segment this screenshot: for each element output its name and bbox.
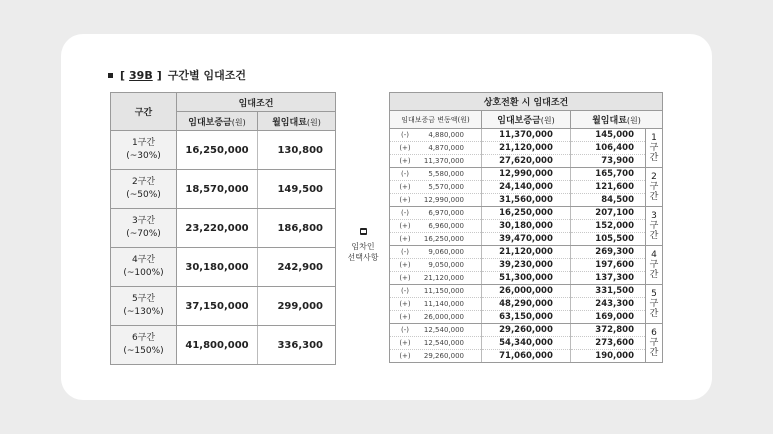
- unit-type-code: 39B: [129, 68, 153, 82]
- table-row: [111, 287, 336, 326]
- rent-cell: 165,700: [571, 168, 646, 181]
- table-row: [390, 181, 663, 194]
- group-label-char: 간: [649, 348, 659, 358]
- change-sign: (+): [399, 352, 411, 360]
- rent-cell: 372,800: [571, 324, 646, 337]
- col-rent-header: 월임대료(원): [571, 111, 663, 129]
- change-sign: (+): [399, 144, 411, 152]
- rent-cell: 152,000: [571, 220, 646, 233]
- bullet-square-icon: [108, 73, 113, 78]
- change-sign: (-): [401, 131, 409, 139]
- deposit-cell: 26,000,000: [482, 285, 571, 298]
- rent-cell: 336,300: [258, 326, 336, 365]
- section-cell: [111, 170, 177, 209]
- rent-cell: 137,300: [571, 272, 646, 285]
- table-row: [390, 233, 663, 246]
- change-amount: 16,250,000: [423, 235, 464, 243]
- deposit-cell: 63,150,000: [482, 311, 571, 324]
- rent-cell: 197,600: [571, 259, 646, 272]
- deposit-cell: 48,290,000: [482, 298, 571, 311]
- change-sign: (-): [401, 326, 409, 334]
- table-row: [390, 168, 663, 181]
- rent-cell: 106,400: [571, 142, 646, 155]
- change-cell: [390, 298, 482, 311]
- rent-cell: 105,500: [571, 233, 646, 246]
- group-label-char: 구: [649, 299, 659, 309]
- heading-bracket-close: ]: [156, 68, 162, 82]
- rent-cell: 145,000: [571, 129, 646, 142]
- change-cell: [390, 129, 482, 142]
- group-label-char: 간: [649, 270, 659, 280]
- deposit-cell: 31,560,000: [482, 194, 571, 207]
- rent-cell: 121,600: [571, 181, 646, 194]
- deposit-cell: 51,300,000: [482, 272, 571, 285]
- change-cell: [390, 194, 482, 207]
- deposit-cell: 16,250,000: [482, 207, 571, 220]
- table-row: [390, 350, 663, 363]
- deposit-cell: 27,620,000: [482, 155, 571, 168]
- group-label-char: 2: [651, 172, 657, 182]
- rent-cell: 269,300: [571, 246, 646, 259]
- section-range: (~130%): [123, 307, 164, 317]
- section-range: (~150%): [123, 346, 164, 356]
- change-amount: 11,140,000: [423, 300, 464, 308]
- change-cell: [390, 207, 482, 220]
- arrow-right-icon: [360, 228, 367, 235]
- section-range: (~70%): [126, 229, 161, 239]
- change-amount: 9,060,000: [428, 248, 464, 256]
- change-cell: [390, 285, 482, 298]
- rent-cell: 186,800: [258, 209, 336, 248]
- change-sign: (+): [399, 196, 411, 204]
- change-cell: [390, 259, 482, 272]
- change-cell: [390, 168, 482, 181]
- table-row: [111, 131, 336, 170]
- change-sign: (-): [401, 209, 409, 217]
- rent-cell: 73,900: [571, 155, 646, 168]
- deposit-cell: 54,340,000: [482, 337, 571, 350]
- change-sign: (-): [401, 248, 409, 256]
- change-cell: [390, 142, 482, 155]
- rent-cell: 190,000: [571, 350, 646, 363]
- change-sign: (+): [399, 339, 411, 347]
- change-cell: [390, 272, 482, 285]
- table-row: [111, 209, 336, 248]
- section-label: 1구간: [131, 138, 156, 148]
- change-sign: (+): [399, 261, 411, 269]
- table-row: [390, 259, 663, 272]
- rent-cell: 299,000: [258, 287, 336, 326]
- change-amount: 12,990,000: [423, 196, 464, 204]
- note-line-2: 선택사항: [347, 253, 379, 262]
- deposit-cell: 39,470,000: [482, 233, 571, 246]
- section-cell: [111, 326, 177, 365]
- deposit-cell: 30,180,000: [482, 220, 571, 233]
- table-row: [390, 142, 663, 155]
- change-amount: 5,580,000: [428, 170, 464, 178]
- group-label-char: 간: [649, 192, 659, 202]
- table-row: [390, 129, 663, 142]
- section-heading: [108, 67, 246, 83]
- table-row: [390, 194, 663, 207]
- change-cell: [390, 155, 482, 168]
- change-cell: [390, 181, 482, 194]
- section-label: 3구간: [131, 216, 156, 226]
- rent-cell: 149,500: [258, 170, 336, 209]
- rent-cell: 169,000: [571, 311, 646, 324]
- table-row: [390, 246, 663, 259]
- conversion-title: 상호전환 시 임대조건: [390, 93, 663, 111]
- deposit-cell: 12,990,000: [482, 168, 571, 181]
- group-label-cell: [646, 168, 663, 207]
- group-label-cell: [646, 324, 663, 363]
- deposit-cell: 23,220,000: [177, 209, 258, 248]
- group-label-char: 구: [649, 143, 659, 153]
- change-amount: 5,570,000: [428, 183, 464, 191]
- change-cell: [390, 324, 482, 337]
- group-label-char: 5: [651, 289, 657, 299]
- change-cell: [390, 337, 482, 350]
- change-amount: 6,970,000: [428, 209, 464, 217]
- change-cell: [390, 311, 482, 324]
- conversion-table: [389, 92, 663, 363]
- rent-cell: 242,900: [258, 248, 336, 287]
- table-row: [390, 324, 663, 337]
- table-row: [390, 298, 663, 311]
- change-cell: [390, 350, 482, 363]
- heading-bracket-open: [: [120, 68, 126, 82]
- rent-cell: 331,500: [571, 285, 646, 298]
- group-label-cell: [646, 207, 663, 246]
- change-sign: (+): [399, 222, 411, 230]
- deposit-cell: 11,370,000: [482, 129, 571, 142]
- change-amount: 6,960,000: [428, 222, 464, 230]
- group-label-char: 구: [649, 338, 659, 348]
- section-range: (~30%): [126, 151, 161, 161]
- note-line-1: 임차인: [351, 242, 375, 251]
- group-label-char: 간: [649, 153, 659, 163]
- col-group-header: 임대조건: [177, 93, 336, 112]
- deposit-cell: 29,260,000: [482, 324, 571, 337]
- col-deposit-header: 임대보증금(원): [177, 112, 258, 131]
- change-amount: 12,540,000: [423, 326, 464, 334]
- change-sign: (+): [399, 157, 411, 165]
- deposit-cell: 71,060,000: [482, 350, 571, 363]
- section-cell: [111, 131, 177, 170]
- change-amount: 4,880,000: [428, 131, 464, 139]
- section-cell: [111, 209, 177, 248]
- section-range: (~100%): [123, 268, 164, 278]
- change-sign: (+): [399, 183, 411, 191]
- table-row: [390, 311, 663, 324]
- change-cell: [390, 246, 482, 259]
- table-row: [390, 207, 663, 220]
- deposit-cell: 37,150,000: [177, 287, 258, 326]
- deposit-cell: 18,570,000: [177, 170, 258, 209]
- deposit-cell: 21,120,000: [482, 142, 571, 155]
- group-label-char: 구: [649, 182, 659, 192]
- deposit-cell: 16,250,000: [177, 131, 258, 170]
- deposit-cell: 24,140,000: [482, 181, 571, 194]
- group-label-cell: [646, 285, 663, 324]
- change-cell: [390, 233, 482, 246]
- change-sign: (+): [399, 235, 411, 243]
- section-label: 2구간: [131, 177, 156, 187]
- change-amount: 29,260,000: [423, 352, 464, 360]
- change-cell: [390, 220, 482, 233]
- section-cell: [111, 287, 177, 326]
- table-row: [390, 272, 663, 285]
- col-rent-header: 월임대료(원): [258, 112, 336, 131]
- change-amount: 12,540,000: [423, 339, 464, 347]
- group-label-char: 1: [651, 133, 657, 143]
- table-row: [390, 220, 663, 233]
- group-label-cell: [646, 129, 663, 168]
- change-sign: (+): [399, 300, 411, 308]
- change-sign: (-): [401, 287, 409, 295]
- deposit-cell: 21,120,000: [482, 246, 571, 259]
- table-row: [390, 155, 663, 168]
- rent-cell: 207,100: [571, 207, 646, 220]
- group-label-char: 간: [649, 309, 659, 319]
- deposit-cell: 41,800,000: [177, 326, 258, 365]
- section-range: (~50%): [126, 190, 161, 200]
- col-section-header: 구간: [111, 93, 177, 131]
- table-row: [390, 337, 663, 350]
- table-row: [111, 326, 336, 365]
- change-sign: (+): [399, 274, 411, 282]
- change-amount: 11,370,000: [423, 157, 464, 165]
- group-label-char: 구: [649, 221, 659, 231]
- change-sign: (+): [399, 313, 411, 321]
- rent-cell: 84,500: [571, 194, 646, 207]
- group-label-char: 간: [649, 231, 659, 241]
- section-rent-table: [110, 92, 336, 365]
- change-amount: 9,050,000: [428, 261, 464, 269]
- group-label-char: 4: [651, 250, 657, 260]
- group-label-cell: [646, 246, 663, 285]
- rent-cell: 130,800: [258, 131, 336, 170]
- change-sign: (-): [401, 170, 409, 178]
- change-amount: 11,150,000: [423, 287, 464, 295]
- table-row: [390, 285, 663, 298]
- col-deposit-header: 임대보증금(원): [482, 111, 571, 129]
- section-cell: [111, 248, 177, 287]
- group-label-char: 3: [651, 211, 657, 221]
- table-row: [111, 248, 336, 287]
- change-amount: 26,000,000: [423, 313, 464, 321]
- change-amount: 21,120,000: [423, 274, 464, 282]
- section-label: 5구간: [131, 294, 156, 304]
- rent-cell: 243,300: [571, 298, 646, 311]
- change-amount: 4,870,000: [428, 144, 464, 152]
- section-label: 6구간: [131, 333, 156, 343]
- table-row: [111, 170, 336, 209]
- deposit-cell: 30,180,000: [177, 248, 258, 287]
- col-change-header: 임대보증금 변동액(원): [390, 111, 482, 129]
- heading-title: 구간별 임대조건: [167, 69, 246, 82]
- tenant-option-note: [339, 228, 387, 263]
- section-label: 4구간: [131, 255, 156, 265]
- group-label-char: 6: [651, 328, 657, 338]
- rent-cell: 273,600: [571, 337, 646, 350]
- group-label-char: 구: [649, 260, 659, 270]
- deposit-cell: 39,230,000: [482, 259, 571, 272]
